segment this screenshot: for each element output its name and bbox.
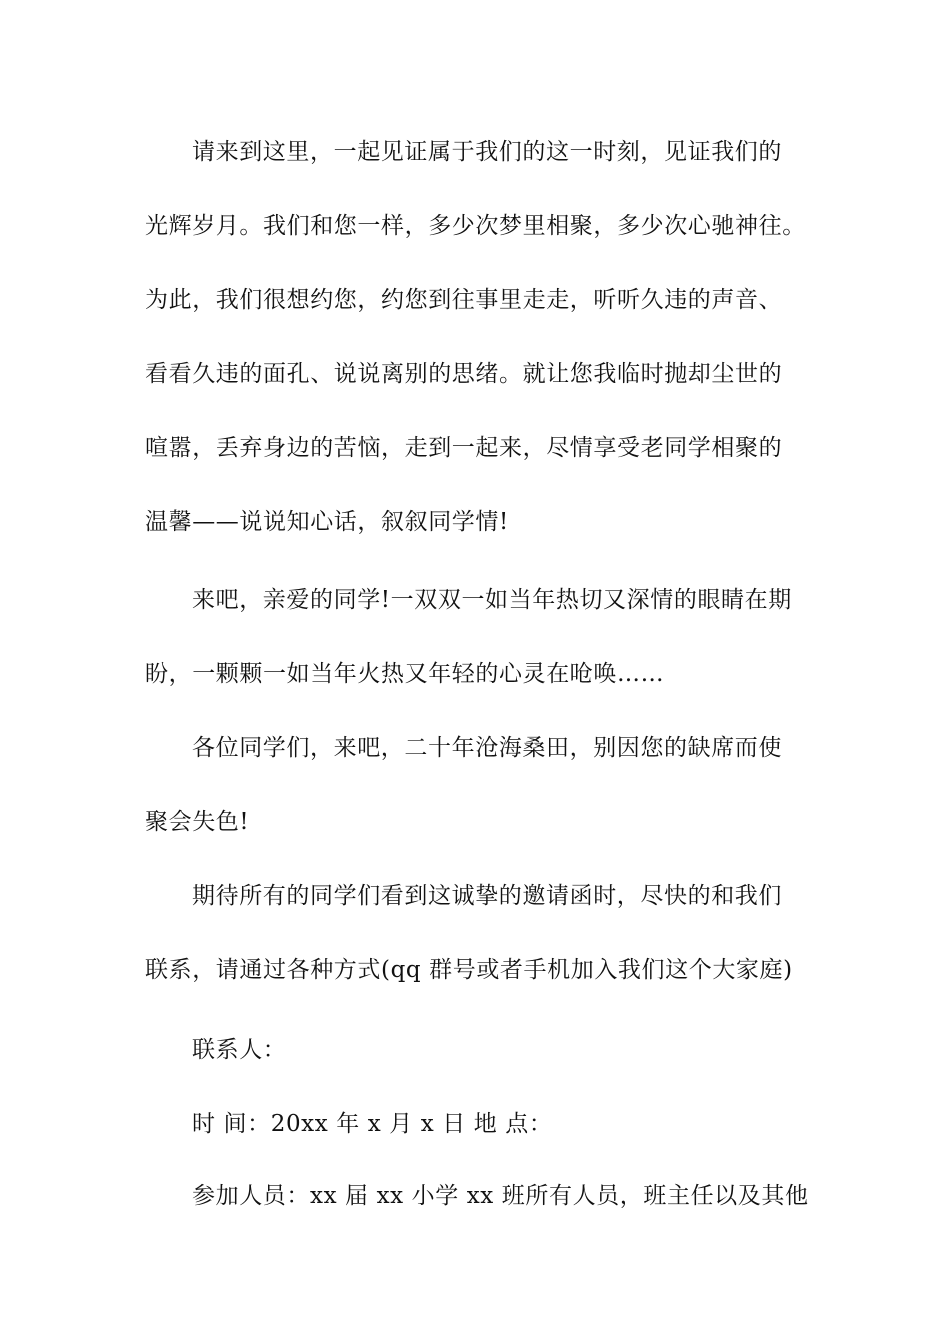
paragraph-line: 各位同学们，来吧，二十年沧海桑田，别因您的缺席而使 <box>192 735 782 761</box>
time-location-line: 时 间：20xx 年 x 月 x 日 地 点： <box>192 1111 553 1137</box>
paragraph-line: 请来到这里，一起见证属于我们的这一时刻，见证我们的 <box>192 139 782 165</box>
paragraph-line: 来吧，亲爱的同学!一双双一如当年热切又深情的眼睛在期 <box>192 587 792 613</box>
paragraph-line: 看看久违的面孔、说说离别的思绪。就让您我临时抛却尘世的 <box>145 361 783 387</box>
paragraph-line: 盼，一颗颗一如当年火热又年轻的心灵在呛唤…… <box>145 661 665 687</box>
contact-person-line: 联系人： <box>192 1037 287 1063</box>
participants-line: 参加人员：xx 届 xx 小学 xx 班所有人员，班主任以及其他 <box>192 1183 809 1209</box>
paragraph-line: 喧嚣，丢弃身边的苦恼，走到一起来，尽情享受老同学相聚的 <box>145 435 783 461</box>
paragraph-line: 为此，我们很想约您，约您到往事里走走，听听久违的声音、 <box>145 287 783 313</box>
paragraph-line: 温馨——说说知心话，叙叙同学情! <box>145 509 509 535</box>
paragraph-line: 聚会失色! <box>145 809 250 835</box>
paragraph-line: 光辉岁月。我们和您一样，多少次梦里相聚，多少次心驰神往。 <box>145 213 806 239</box>
paragraph-line: 联系，请通过各种方式(qq 群号或者手机加入我们这个大家庭) <box>145 957 793 983</box>
paragraph-line: 期待所有的同学们看到这诚挚的邀请函时，尽快的和我们 <box>192 883 782 909</box>
